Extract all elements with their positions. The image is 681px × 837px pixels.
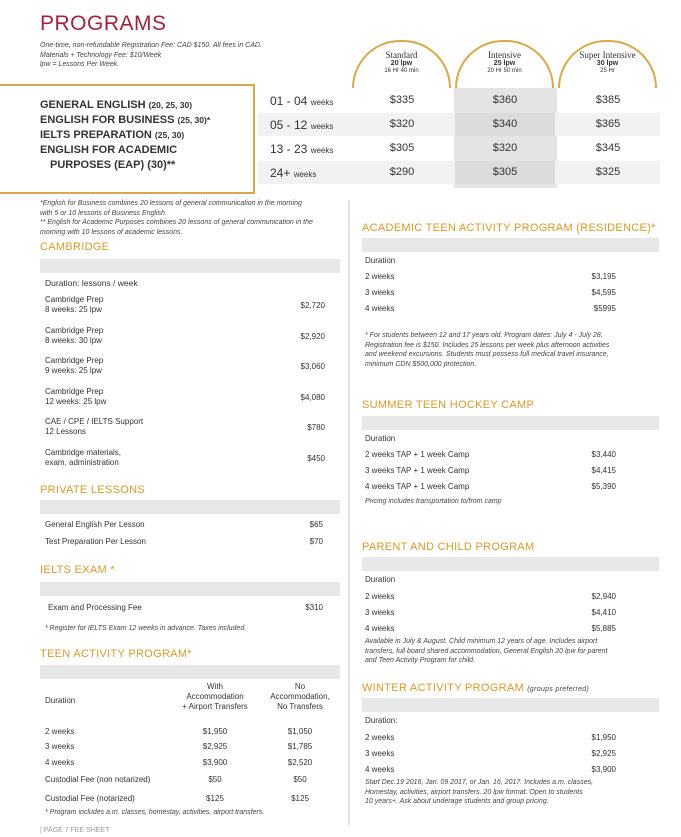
label-line: 12 weeks: 25 lpw xyxy=(45,396,107,406)
footnote-line: morning with 10 lessons of academic lessons. xyxy=(40,228,183,236)
private-title: PRIVATE LESSONS xyxy=(40,484,145,496)
teen-row-label: 4 weeks xyxy=(45,758,75,767)
range: 13 - 23 xyxy=(270,142,308,156)
program-eap-line2 xyxy=(40,158,253,173)
winter-row-price: $2,925 xyxy=(591,749,616,758)
teen-row-label: Custodial Fee (notarized) xyxy=(45,794,135,803)
page-title: PROGRAMS xyxy=(40,12,167,35)
hockey-row-label: 3 weeks TAP + 1 week Camp xyxy=(365,466,470,475)
footnote-line: with 5 or 10 lessons of Business English. xyxy=(40,209,167,217)
private-header-bar xyxy=(40,500,340,514)
teen-col-without xyxy=(255,682,345,712)
price-row xyxy=(258,113,660,136)
teen-row-label: 2 weeks xyxy=(45,727,75,736)
hockey-row-price: $3,440 xyxy=(591,450,616,459)
program-footnotes xyxy=(40,199,345,237)
teen-header-bar xyxy=(40,665,340,679)
winter-duration-label: Duration: xyxy=(365,716,398,725)
header-notes xyxy=(40,41,340,70)
program-general-english xyxy=(40,98,253,113)
hockey-duration-label: Duration xyxy=(365,434,396,443)
week-range xyxy=(270,142,333,156)
winter-row-label: 3 weeks xyxy=(365,749,395,758)
parent-row-label: 2 weeks xyxy=(365,592,395,601)
program-suffix: (30)** xyxy=(147,159,176,171)
col-head-line: No xyxy=(294,682,306,691)
winter-title xyxy=(362,682,589,694)
registration-note: One-time, non-refundable Registration Fee: CAD $150. All fees in CAD. xyxy=(40,42,262,49)
cambridge-row-price: $3,060 xyxy=(300,362,325,371)
range: 01 - 04 xyxy=(270,94,308,108)
label-line: 8 weeks: 25 lpw xyxy=(45,305,102,314)
cambridge-row-label xyxy=(45,326,103,346)
page-footer: | PAGE 7 FEE SHEET xyxy=(40,827,110,834)
program-eap-line1 xyxy=(40,143,253,158)
super-price: $385 xyxy=(595,94,621,106)
column-lpw: 20 lpw xyxy=(390,60,413,67)
cambridge-row-price: $2,920 xyxy=(300,331,325,341)
label-line: 9 weeks: 25 lpw xyxy=(45,366,102,375)
note-line: 10 years+. Ask about underage students and group pricing. xyxy=(365,798,549,805)
ielts-row-label: Exam and Processing Fee xyxy=(48,603,142,612)
super-price: $365 xyxy=(595,118,621,130)
intensive-price: $305 xyxy=(455,161,555,184)
label-line: CAE / CPE / IELTS Support xyxy=(45,417,144,426)
column-divider xyxy=(348,200,350,825)
winter-title-main: WINTER ACTIVITY PROGRAM xyxy=(362,682,524,694)
teen-row-without-price: $2,520 xyxy=(287,758,313,767)
unit: weeks xyxy=(310,122,334,131)
range: 24+ xyxy=(270,166,291,180)
parent-row-label: 3 weeks xyxy=(365,608,395,617)
hockey-row-price: $5,390 xyxy=(591,482,616,491)
teen-row-without-price: $125 xyxy=(291,794,309,803)
column-hours: 20 Hr 50 min xyxy=(487,68,522,74)
private-row-price: $70 xyxy=(309,537,323,546)
hockey-title: SUMMER TEEN HOCKEY CAMP xyxy=(362,399,535,411)
teen-row-with-price: $3,900 xyxy=(202,758,228,767)
program-suffix: (25, 30)* xyxy=(177,115,211,125)
cambridge-row-label xyxy=(45,387,106,407)
teen-row-label: 3 weeks xyxy=(45,742,75,751)
cambridge-duration-label: Duration: lessons / week xyxy=(45,278,138,288)
hockey-row-label: 4 weeks TAP + 1 week Camp xyxy=(365,482,470,491)
note-line: and weekend excursions. Students must possess full medical travel insurance, xyxy=(365,351,609,358)
column-name: Standard xyxy=(385,50,418,60)
intensive-price: $360 xyxy=(492,94,518,106)
column-name: Intensive xyxy=(488,50,521,60)
parent-row-price: $2,940 xyxy=(591,592,616,601)
cambridge-row-label xyxy=(45,448,121,468)
week-range xyxy=(270,118,333,132)
winter-header-bar xyxy=(362,698,659,712)
label-line: 12 Lessons xyxy=(45,427,86,436)
ielts-header-bar xyxy=(40,582,340,596)
cambridge-row-label xyxy=(45,417,143,437)
residence-title: ACADEMIC TEEN ACTIVITY PROGRAM (RESIDENCE)* xyxy=(362,222,656,234)
range: 05 - 12 xyxy=(270,118,308,132)
parent-row-price: $4,410 xyxy=(591,608,616,617)
column-header-standard xyxy=(352,40,451,88)
label-line: exam, administration xyxy=(45,457,119,467)
winter-title-suffix: (groups preferred) xyxy=(527,686,590,693)
column-hours: 16 Hr 40 min xyxy=(384,68,419,74)
price-row xyxy=(258,89,660,112)
hockey-note: Pricing includes transportation to/from camp xyxy=(365,498,502,505)
private-row-label: General English Per Lesson xyxy=(45,520,145,529)
residence-duration-label: Duration xyxy=(365,256,396,265)
cambridge-row-label xyxy=(45,356,103,376)
standard-price: $290 xyxy=(389,166,415,178)
label-line: Cambridge materials, xyxy=(45,447,122,457)
intensive-price: $320 xyxy=(492,142,518,154)
cambridge-title: CAMBRIDGE xyxy=(40,241,110,253)
col-head-line: + Airport Transfers xyxy=(182,702,248,711)
note-line: * For students between 12 and 17 years old. Program dates: July 4 - July 28. xyxy=(365,332,603,339)
cambridge-row-price: $450 xyxy=(307,453,325,463)
teen-row-with-price: $1,950 xyxy=(202,727,228,736)
column-name: Super Intensive xyxy=(579,50,636,60)
ielts-row-price: $310 xyxy=(305,603,323,612)
teen-row-without-price: $50 xyxy=(293,775,307,784)
teen-row-without-price: $1,050 xyxy=(287,727,313,736)
col-head-line: Accommodation xyxy=(186,692,244,701)
teen-row-with-price: $50 xyxy=(208,775,222,784)
column-header-intensive xyxy=(455,40,554,88)
parent-row-label: 4 weeks xyxy=(365,624,395,633)
program-suffix: (25, 30) xyxy=(154,130,185,140)
program-name: ENGLISH FOR ACADEMIC xyxy=(40,144,178,156)
standard-price: $305 xyxy=(389,142,415,154)
cambridge-row-price: $4,080 xyxy=(300,392,325,402)
parent-title: PARENT AND CHILD PROGRAM xyxy=(362,541,535,553)
parent-duration-label: Duration xyxy=(365,575,396,584)
winter-note xyxy=(365,778,665,807)
teen-duration-label: Duration xyxy=(45,696,76,705)
residence-row-price: $3,195 xyxy=(591,272,616,281)
teen-note: * Program includes a.m. classes, homestay, activities, airport transfers. xyxy=(45,809,265,816)
program-list-box xyxy=(0,84,255,194)
super-price: $325 xyxy=(595,166,621,178)
week-range xyxy=(270,166,316,180)
teen-row-without-price: $1,785 xyxy=(287,742,313,751)
label-line: Cambridge Prep xyxy=(45,386,104,396)
cambridge-row-price: $2,720 xyxy=(300,301,325,310)
unit: weeks xyxy=(293,170,317,179)
teen-row-with-price: $2,925 xyxy=(202,742,228,751)
col-head-line: With xyxy=(207,682,223,691)
program-name: GENERAL ENGLISH xyxy=(40,99,146,111)
note-line: minimum CDN $500,000 protection. xyxy=(365,360,477,368)
super-price: $345 xyxy=(595,142,621,154)
note-line: transfers, full board shared accommodation, General English 20 lpw for parent xyxy=(365,647,608,655)
standard-price: $335 xyxy=(389,94,415,106)
winter-row-label: 2 weeks xyxy=(365,733,395,742)
residence-note xyxy=(365,331,665,369)
residence-row-label: 4 weeks xyxy=(365,304,395,313)
column-lpw: 25 lpw xyxy=(493,60,516,67)
residence-row-label: 3 weeks xyxy=(365,288,395,297)
lpw-note: lpw = Lessons Per Week. xyxy=(40,61,120,68)
teen-col-with xyxy=(165,682,265,712)
residence-row-price: $4,595 xyxy=(591,288,616,297)
price-row xyxy=(258,161,660,184)
standard-price: $320 xyxy=(389,118,415,130)
cambridge-row-label xyxy=(45,295,103,315)
winter-row-price: $3,900 xyxy=(591,765,616,774)
column-lpw: 30 lpw xyxy=(596,60,619,67)
program-name: PURPOSES (EAP) xyxy=(50,159,145,171)
week-range xyxy=(270,94,333,108)
winter-row-label: 4 weeks xyxy=(365,765,395,774)
hockey-header-bar xyxy=(362,416,659,430)
residence-row-price: $5995 xyxy=(593,304,616,313)
ielts-title: IELTS EXAM * xyxy=(40,564,115,576)
hockey-row-price: $4,415 xyxy=(591,466,616,475)
label-line: Cambridge Prep xyxy=(45,295,104,304)
unit: weeks xyxy=(310,146,334,155)
note-line: Available in July & August. Child minimum 12 years of age. Includes airport xyxy=(365,638,598,645)
residence-header-bar xyxy=(362,238,659,252)
private-row-label: Test Preparation Per Lesson xyxy=(45,537,146,546)
footnote-line: *English for Business combines 20 lessons of general communication in the morning xyxy=(40,200,302,207)
program-name: ENGLISH FOR BUSINESS xyxy=(40,114,175,126)
column-header-super-intensive xyxy=(558,40,657,88)
label-line: Cambridge Prep xyxy=(45,356,104,365)
footnote-line: ** English for Academic Purposes combines 20 lessons of general communication in the xyxy=(40,219,313,226)
cambridge-row-price: $780 xyxy=(307,423,325,432)
label-line: Cambridge Prep xyxy=(45,325,104,335)
label-line: 8 weeks: 30 lpw xyxy=(45,335,102,345)
column-hours: 25 Hr xyxy=(600,68,615,74)
note-line: and Teen Activity Program for child. xyxy=(365,657,475,664)
col-head-line: Accommodation, xyxy=(270,692,330,701)
note-line: Registration fee is $150. Includes 25 lessons per week plus afternoon activities xyxy=(365,341,610,349)
intensive-price: $340 xyxy=(455,113,555,136)
price-row xyxy=(258,137,660,160)
program-suffix: (20, 25, 30) xyxy=(148,100,193,110)
teen-row-with-price: $125 xyxy=(206,794,224,803)
teen-title: TEEN ACTIVITY PROGRAM* xyxy=(40,648,192,660)
parent-note xyxy=(365,637,665,666)
parent-row-price: $5,885 xyxy=(591,624,616,633)
cambridge-header-bar xyxy=(40,259,340,273)
materials-note: Materials + Technology Fee: $10/Week xyxy=(40,51,162,59)
note-line: Homestay, activities, airport transfers. 20 lpw format. Open to students xyxy=(365,788,583,796)
program-name: IELTS PREPARATION xyxy=(40,129,152,141)
parent-header-bar xyxy=(362,557,659,571)
hockey-row-label: 2 weeks TAP + 1 week Camp xyxy=(365,450,470,459)
private-row-price: $65 xyxy=(309,520,323,529)
teen-row-label: Custodial Fee (non notarized) xyxy=(45,775,151,784)
program-ielts xyxy=(40,128,253,143)
winter-row-price: $1,950 xyxy=(591,733,616,742)
col-head-line: No Transfers xyxy=(277,702,323,711)
program-business xyxy=(40,113,253,128)
ielts-note: * Register for IELTS Exam 12 weeks in advance. Taxes included. xyxy=(45,625,247,632)
residence-row-label: 2 weeks xyxy=(365,272,395,281)
unit: weeks xyxy=(310,98,334,107)
note-line: Start Dec.19 2016, Jan. 09 2017, or Jan. 16, 2017. Includes a.m. classes, xyxy=(365,779,594,786)
